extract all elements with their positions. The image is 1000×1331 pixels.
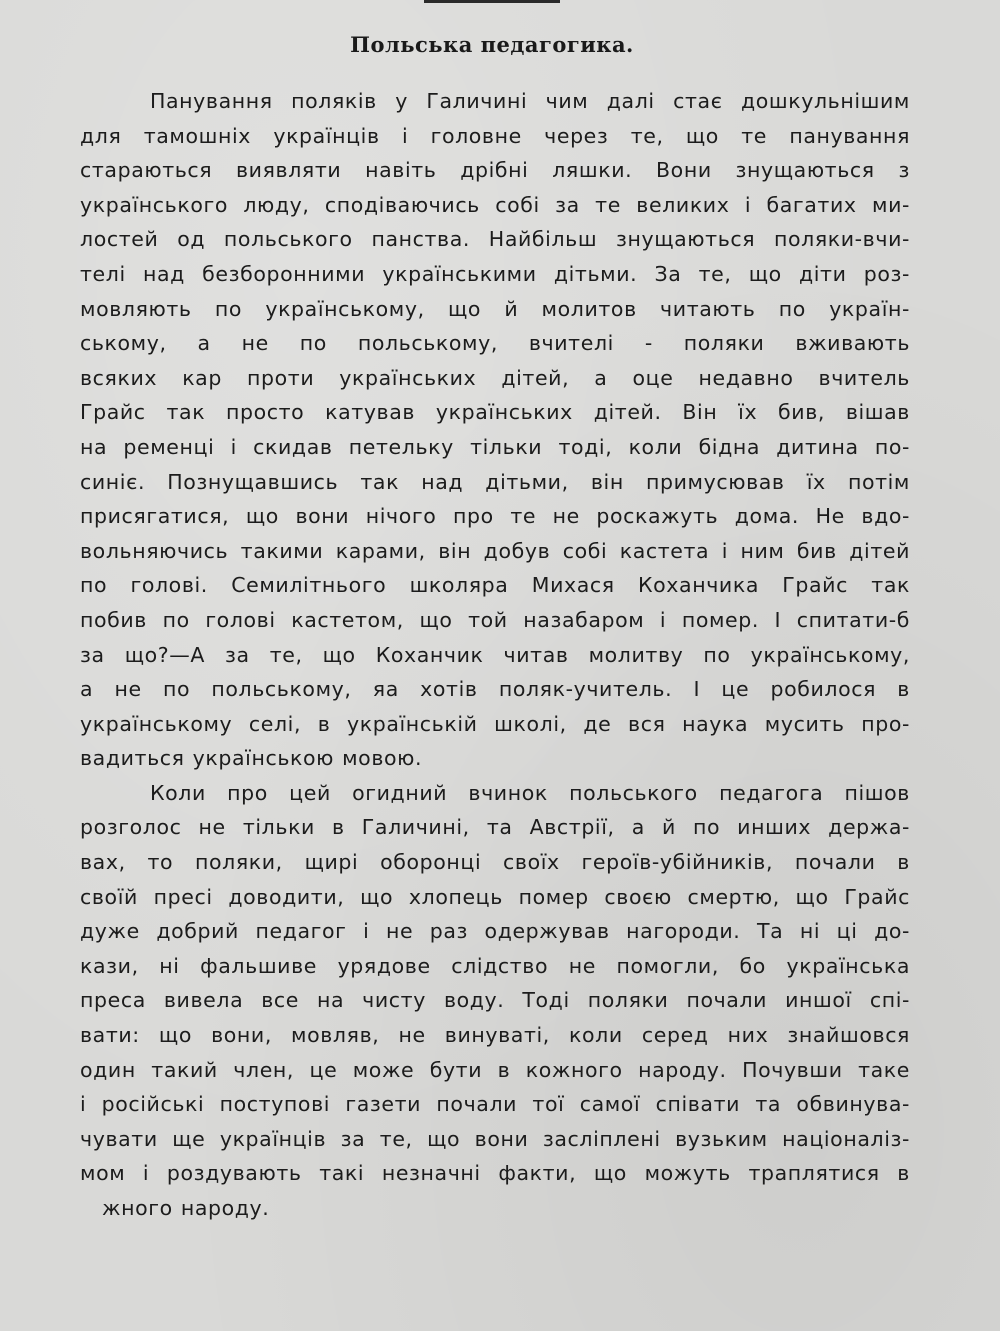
text-line: жного народу.	[102, 1196, 270, 1220]
text-line: дуже добрий педагог і не раз одержував нагороди. Та ні ці до-	[80, 919, 910, 944]
top-rule-divider	[424, 0, 560, 3]
text-line: на ременці і скидав петельку тільки тоді, коли бідна дитина по-	[80, 434, 910, 459]
article-body	[80, 84, 910, 1226]
text-line: для тамошніх українців і головне через те, що те панування	[80, 123, 910, 148]
text-line: ському, а не по польському, вчителі - поляки вживають	[80, 331, 910, 356]
text-line: кази, ні фальшиве урядове слідство не помогли, бо українська	[80, 953, 910, 978]
text-line: Коли про цей огидний вчинок польського педагога пішов	[150, 780, 910, 805]
text-line: і російські поступові газети почали тої самої співати та обвинува-	[80, 1092, 910, 1117]
text-line: розголос не тільки в Галичині, та Австрії, а й по инших держа-	[80, 815, 910, 840]
text-line: лостей од польського панства. Найбільш знущаються поляки-вчи-	[80, 227, 910, 252]
text-line: українському селі, в українській школі, де вся наука мусить про-	[80, 711, 910, 736]
text-line: побив по голові кастетом, що той назабаром і помер. І спитати-б	[80, 607, 910, 632]
paragraph-1	[80, 84, 910, 776]
text-line: присягатися, що вони нічого про те не роскажуть дома. Не вдо-	[80, 504, 910, 529]
text-line: вадиться українською мовою.	[80, 746, 423, 771]
text-line: синіє. Познущавшись так над дітьми, він примусював їх потім	[80, 469, 910, 494]
text-line: своїй пресі доводити, що хлопець помер своєю смертю, що Грайс	[80, 884, 910, 909]
text-line: вах, то поляки, щирі оборонці своїх героїв-убійників, почали в	[80, 850, 910, 875]
text-line: українського люду, сподіваючись собі за те великих і багатих ми-	[80, 192, 910, 217]
text-line: один такий член, це може бути в кожного народу. Почувши таке	[80, 1057, 910, 1082]
text-line: Панування поляків у Галичині чим далі стає дошкульнішим	[150, 89, 910, 113]
text-line: телі над безборонними українськими дітьми. За те, що діти роз-	[80, 261, 910, 286]
text-line: мовляють по українському, що й молитов читають по україн-	[80, 296, 910, 321]
text-line: а не по польському, яа хотів поляк-учитель. І це робилося в	[80, 677, 910, 702]
text-line: по голові. Семилітнього школяра Михася Коханчика Грайс так	[80, 573, 910, 598]
text-line: за що?—А за те, що Коханчик читав молитву по українському,	[80, 642, 910, 667]
text-line: преса вивела все на чисту воду. Тоді поляки почали иншої спі-	[80, 988, 910, 1013]
text-line: всяких кар проти українських дітей, а оце недавно вчитель	[80, 365, 910, 390]
text-line: мом і роздувають такі незначні факти, що можуть траплятися в	[80, 1161, 910, 1186]
text-line: Грайс так просто катував українських дітей. Він їх бив, вішав	[80, 400, 910, 425]
text-line: чувати ще українців за те, що вони засліплені вузьким націоналіз-	[80, 1126, 910, 1151]
text-line: стараються виявляти навіть дрібні ляшки. Вони знущаються з	[80, 158, 910, 183]
paragraph-2	[80, 776, 910, 1226]
text-line: вати: що вони, мовляв, не винуваті, коли серед них знайшовся	[80, 1023, 910, 1048]
article-title: Польська педагогика.	[350, 32, 634, 57]
text-line: вольняючись такими карами, він добув собі кастета і ним бив дітей	[80, 538, 910, 563]
